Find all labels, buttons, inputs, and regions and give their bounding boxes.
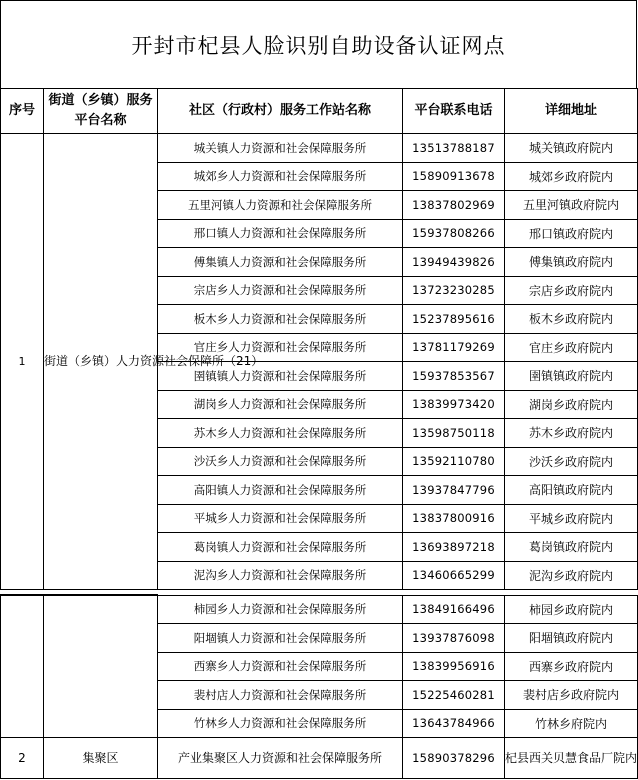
header-community: 社区（行政村）服务工作站名称 xyxy=(158,89,403,134)
address-cell: 五里河镇政府院内 xyxy=(505,191,638,220)
address-cell: 高阳镇政府院内 xyxy=(505,476,638,505)
address-cell: 湖岗乡政府院内 xyxy=(505,390,638,419)
street-platform-cell: 街道（乡镇）人力资源社会保障所（21） xyxy=(44,134,158,590)
community-name-cell: 城郊乡人力资源和社会保障服务所 xyxy=(158,162,403,191)
street-platform-cell: 集聚区 xyxy=(44,738,158,779)
address-cell: 葛岗镇政府院内 xyxy=(505,533,638,562)
phone-cell: 15890913678 xyxy=(403,162,505,191)
community-name-cell: 邢口镇人力资源和社会保障服务所 xyxy=(158,219,403,248)
phone-cell: 13937847796 xyxy=(403,476,505,505)
address-cell: 沙沃乡政府院内 xyxy=(505,447,638,476)
community-name-cell: 板木乡人力资源和社会保障服务所 xyxy=(158,305,403,334)
community-name-cell: 五里河镇人力资源和社会保障服务所 xyxy=(158,191,403,220)
community-name-cell: 葛岗镇人力资源和社会保障服务所 xyxy=(158,533,403,562)
document-header xyxy=(0,0,637,89)
header-street: 街道（乡镇）服务平台名称 xyxy=(44,89,158,134)
header-address: 详细地址 xyxy=(505,89,638,134)
address-cell: 柿园乡政府院内 xyxy=(505,595,638,624)
phone-cell: 15225460281 xyxy=(403,681,505,710)
phone-cell: 15890378296 xyxy=(403,738,505,779)
phone-cell: 13460665299 xyxy=(403,561,505,590)
address-cell: 官庄乡政府院内 xyxy=(505,333,638,362)
page-title: 开封市杞县人脸识别自助设备认证网点 xyxy=(131,34,506,58)
seq-cell: 1 xyxy=(1,134,44,590)
address-cell: 傅集镇政府院内 xyxy=(505,248,638,277)
phone-cell: 15237895616 xyxy=(403,305,505,334)
address-cell: 裴村店乡政府院内 xyxy=(505,681,638,710)
community-name-cell: 柿园乡人力资源和社会保障服务所 xyxy=(158,595,403,624)
table-row xyxy=(1,595,638,624)
address-cell: 邢口镇政府院内 xyxy=(505,219,638,248)
address-cell: 苏木乡政府院内 xyxy=(505,419,638,448)
seq-cell-continued xyxy=(1,595,44,738)
community-name-cell: 傅集镇人力资源和社会保障服务所 xyxy=(158,248,403,277)
address-cell: 西寨乡政府院内 xyxy=(505,652,638,681)
phone-cell: 13592110780 xyxy=(403,447,505,476)
seq-cell: 2 xyxy=(1,738,44,779)
address-cell: 圉镇镇政府院内 xyxy=(505,362,638,391)
community-name-cell: 官庄乡人力资源和社会保障服务所 xyxy=(158,333,403,362)
network-table-part-2 xyxy=(0,594,638,779)
community-name-cell: 阳堌镇人力资源和社会保障服务所 xyxy=(158,624,403,653)
address-cell: 竹林乡府院内 xyxy=(505,709,638,738)
phone-cell: 13949439826 xyxy=(403,248,505,277)
address-cell: 泥沟乡政府院内 xyxy=(505,561,638,590)
phone-cell: 13837802969 xyxy=(403,191,505,220)
phone-cell: 15937853567 xyxy=(403,362,505,391)
community-name-cell: 产业集聚区人力资源和社会保障服务所 xyxy=(158,738,403,779)
community-name-cell: 泥沟乡人力资源和社会保障服务所 xyxy=(158,561,403,590)
community-name-cell: 沙沃乡人力资源和社会保障服务所 xyxy=(158,447,403,476)
phone-cell: 13937876098 xyxy=(403,624,505,653)
table-row xyxy=(1,738,638,779)
phone-cell: 13781179269 xyxy=(403,333,505,362)
address-cell: 平城乡政府院内 xyxy=(505,504,638,533)
header-phone: 平台联系电话 xyxy=(403,89,505,134)
community-name-cell: 湖岗乡人力资源和社会保障服务所 xyxy=(158,390,403,419)
phone-cell: 13839973420 xyxy=(403,390,505,419)
community-name-cell: 高阳镇人力资源和社会保障服务所 xyxy=(158,476,403,505)
address-cell: 城郊乡政府院内 xyxy=(505,162,638,191)
address-cell: 杞县西关贝慧食品厂院内 xyxy=(505,738,638,779)
phone-cell: 13643784966 xyxy=(403,709,505,738)
community-name-cell: 裴村店人力资源和社会保障服务所 xyxy=(158,681,403,710)
address-cell: 宗店乡政府院内 xyxy=(505,276,638,305)
phone-cell: 13513788187 xyxy=(403,134,505,163)
community-name-cell: 圉镇镇人力资源和社会保障服务所 xyxy=(158,362,403,391)
network-table-part-1 xyxy=(0,88,638,590)
community-name-cell: 苏木乡人力资源和社会保障服务所 xyxy=(158,419,403,448)
phone-cell: 13837800916 xyxy=(403,504,505,533)
address-cell: 板木乡政府院内 xyxy=(505,305,638,334)
community-name-cell: 城关镇人力资源和社会保障服务所 xyxy=(158,134,403,163)
phone-cell: 13839956916 xyxy=(403,652,505,681)
phone-cell: 13598750118 xyxy=(403,419,505,448)
phone-cell: 13849166496 xyxy=(403,595,505,624)
phone-cell: 13693897218 xyxy=(403,533,505,562)
address-cell: 城关镇政府院内 xyxy=(505,134,638,163)
community-name-cell: 宗店乡人力资源和社会保障服务所 xyxy=(158,276,403,305)
community-name-cell: 竹林乡人力资源和社会保障服务所 xyxy=(158,709,403,738)
table-header-row xyxy=(1,89,638,134)
community-name-cell: 平城乡人力资源和社会保障服务所 xyxy=(158,504,403,533)
community-name-cell: 西寨乡人力资源和社会保障服务所 xyxy=(158,652,403,681)
header-seq: 序号 xyxy=(1,89,44,134)
phone-cell: 15937808266 xyxy=(403,219,505,248)
street-cell-continued xyxy=(44,595,158,738)
phone-cell: 13723230285 xyxy=(403,276,505,305)
address-cell: 阳堌镇政府院内 xyxy=(505,624,638,653)
table-row xyxy=(1,134,638,163)
